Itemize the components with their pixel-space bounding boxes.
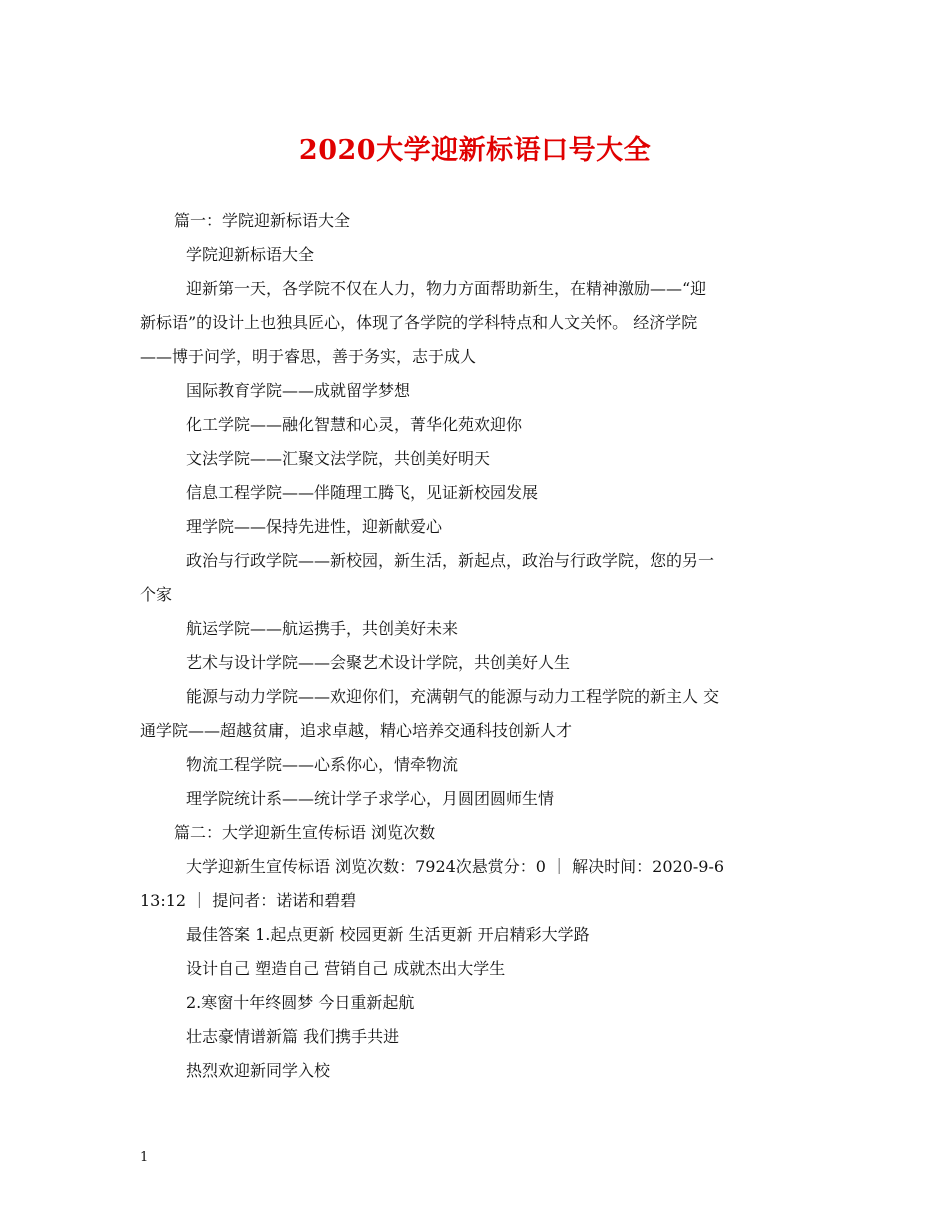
body-line: 学院迎新标语大全	[186, 245, 315, 264]
body-line: 2.寒窗十年终圆梦 今日重新起航	[186, 993, 415, 1012]
body-line: 能源与动力学院——欢迎你们，充满朝气的能源与动力工程学院的新主人 交	[186, 687, 720, 706]
body-line: 新标语”的设计上也独具匠心，体现了各学院的学科特点和人文关怀。 经济学院	[140, 313, 698, 332]
body-line: 文法学院——汇聚文法学院，共创美好明天	[186, 449, 491, 468]
body-line: 热烈欢迎新同学入校	[186, 1061, 331, 1080]
document-title: 2020大学迎新标语口号大全	[298, 135, 652, 166]
body-line: 个家	[140, 585, 173, 604]
page-number: 1	[140, 1150, 149, 1165]
body-line: ——博于问学，明于睿思，善于务实，志于成人	[140, 347, 477, 366]
body-line: 艺术与设计学院——会聚艺术设计学院，共创美好人生	[186, 653, 571, 672]
document-body	[140, 204, 815, 1088]
body-line: 壮志豪情谱新篇 我们携手共进	[186, 1027, 400, 1046]
body-line: 篇一：学院迎新标语大全	[174, 211, 351, 230]
body-line: 大学迎新生宣传标语 浏览次数：7924次悬赏分：0 ｜ 解决时间：2020-9-6	[186, 857, 725, 876]
body-line: 理学院——保持先进性，迎新献爱心	[186, 517, 443, 536]
body-line: 物流工程学院——心系你心，情牵物流	[186, 755, 459, 774]
body-line: 设计自己 塑造自己 营销自己 成就杰出大学生	[186, 959, 506, 978]
body-line: 化工学院——融化智慧和心灵，菁华化苑欢迎你	[186, 415, 523, 434]
body-line: 最佳答案 1.起点更新 校园更新 生活更新 开启精彩大学路	[186, 925, 590, 944]
body-line: 13:12 ｜ 提问者：诺诺和碧碧	[140, 891, 357, 910]
body-line: 政治与行政学院——新校园，新生活，新起点，政治与行政学院，您的另一	[186, 551, 715, 570]
body-line: 信息工程学院——伴随理工腾飞，见证新校园发展	[186, 483, 539, 502]
body-line: 理学院统计系——统计学子求学心，月圆团圆师生情	[186, 789, 555, 808]
body-line: 篇二：大学迎新生宣传标语 浏览次数	[174, 823, 436, 842]
body-line: 通学院——超越贫庸，追求卓越，精心培养交通科技创新人才	[140, 721, 573, 740]
body-line: 航运学院——航运携手，共创美好未来	[186, 619, 459, 638]
body-line: 迎新第一天，各学院不仅在人力，物力方面帮助新生，在精神激励——“迎	[186, 279, 707, 298]
body-line: 国际教育学院——成就留学梦想	[186, 381, 411, 400]
